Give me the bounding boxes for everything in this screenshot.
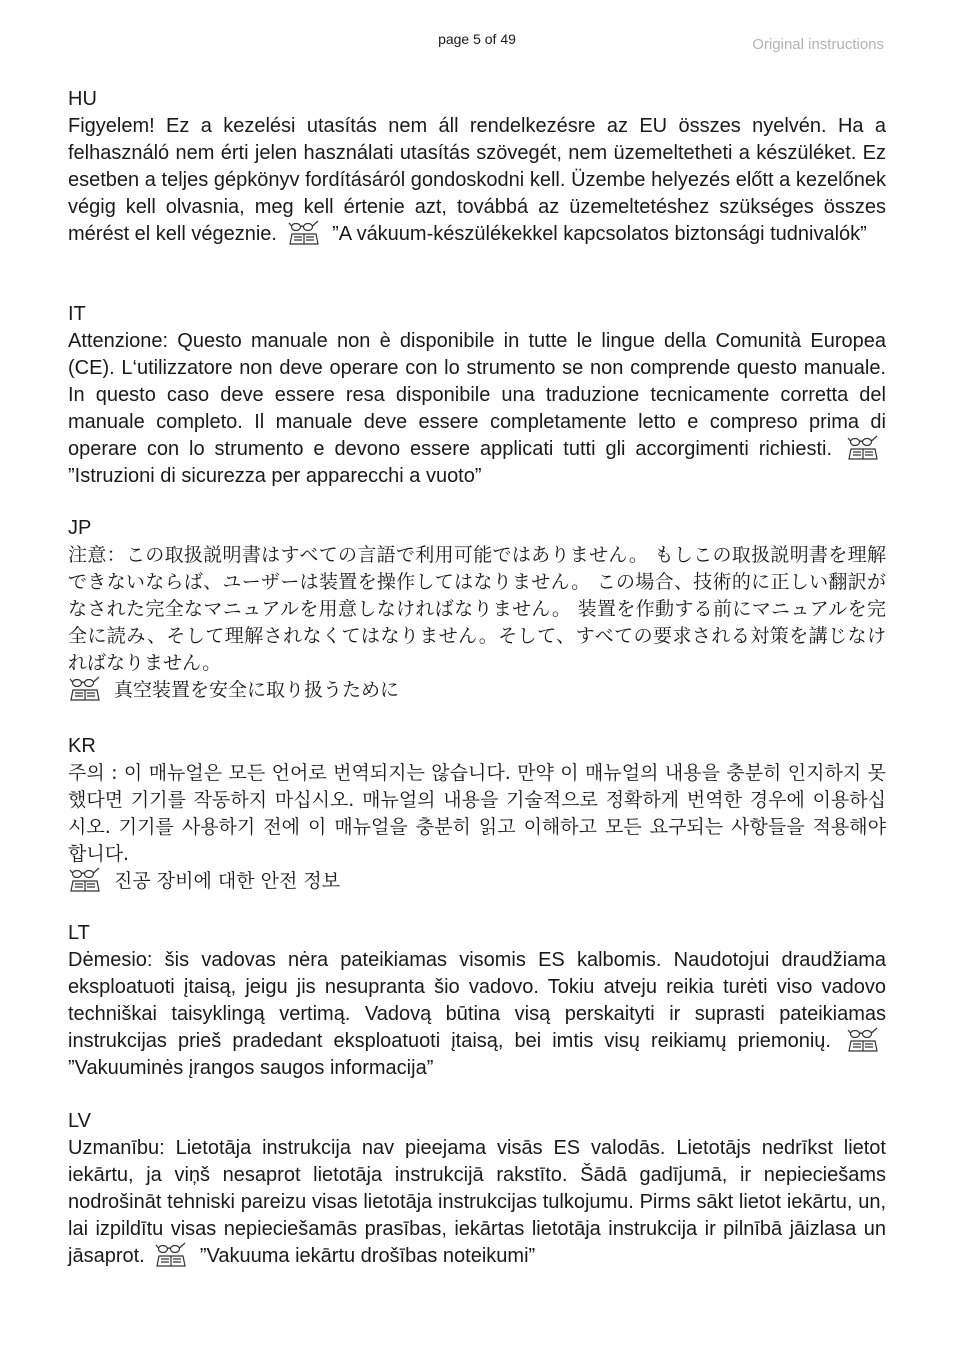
notice-paragraph (68, 760, 886, 895)
page-number: page 5 of 49 (438, 31, 516, 47)
reference-title: ”A vákuum-készülékekkel kapcsolatos biztonsági tudnivalók” (332, 223, 867, 245)
notice-text: Attenzione: Questo manuale non è disponibile in tutte le lingue della Comunità Europea (CE). L‘utilizzatore non deve operare con lo strumento se non comprende questo manuale. In questo caso deve essere resa disponibile una traduzione tecnicamente corretta del manuale completo. Il manuale deve essere completamente letto e compreso prima di operare con lo strumento e devono essere applicati tutti gli accorgimenti richiesti. (68, 330, 886, 460)
language-code: JP (68, 517, 92, 539)
reference-title: 真空装置を安全に取り扱うために (114, 679, 400, 701)
language-code: LV (68, 1110, 91, 1132)
section-jp (68, 515, 886, 704)
notice-text: Dėmesio: šis vadovas nėra pateikiamas visomis ES kalbomis. Naudotojui draudžiama eksploatuoti įtaisą, jeigu jis nesupranta šio vadovo. Tokiu atveju reikia turėti viso vadovo techniškai taisyklingą vertimą. Vadovą būtina visą perskaityti ir suprasti pateikiamas instrukcijas prieš pradedant eksploatuoti įtaisą, bei imtis visų reikiamų priemonių. (68, 949, 886, 1052)
reading-glasses-book-icon (68, 867, 102, 894)
section-lv (68, 1108, 886, 1270)
language-code: KR (68, 735, 96, 757)
reference-title: ”Istruzioni di sicurezza per apparecchi a vuoto” (68, 465, 482, 488)
notice-text: 주의 : 이 매뉴얼은 모든 언어로 번역되지는 않습니다. 만약 이 매뉴얼의 내용을 충분히 인지하지 못했다면 기기를 작동하지 마십시오. 매뉴얼의 내용을 기술적으로 정확하게 번역한 경우에 이용하십시오. 기기를 사용하기 전에 이 매뉴얼을 충분히 읽고 이해하고 모든 요구되는 사항들을 적용해야 합니다. (68, 762, 886, 865)
reference-title: ”Vakuuminės įrangos saugos informacija” (68, 1057, 434, 1080)
reference-title: ”Vakuuma iekārtu drošības noteikumi” (199, 1245, 536, 1267)
reading-glasses-book-icon (68, 676, 102, 703)
notice-text: Figyelem! Ez a kezelési utasítás nem áll rendelkezésre az EU összes nyelvén. Ha a felhasználó nem érti jelen használati utasítás szövegét, nem üzemeltetheti a készüléket. Ez esetben a teljes gépkönyv fordításáról gondoskodni kell. Üzembe helyezés előtt a kezelőnek végig kell olvasnia, meg kell értenie azt, továbbá az üzemeltetéshez szükséges összes mérést el kell végeznie. (68, 115, 886, 245)
section-hu (68, 86, 886, 248)
notice-paragraph (68, 947, 886, 1082)
section-kr (68, 733, 886, 895)
language-code: LT (68, 922, 90, 944)
section-it (68, 301, 886, 490)
notice-paragraph (68, 328, 886, 490)
notice-text: Uzmanību: Lietotāja instrukcija nav pieejama visās ES valodās. Lietotājs nedrīkst lietot iekārtu, ja viņš nesaprot lietotāja instrukcijā rakstīto. Šādā gadījumā, ir nepieciešams nodrošināt tehniski pareizu visas lietotāja instrukcijas tulkojumu. Pirms sākt lietot iekārtu, un, lai izpildītu visas nepieciešamās prasības, iekārtas lietotāja instrukcija ir pilnībā jāizlasa un jāsaprot. (68, 1137, 886, 1267)
original-instructions-note: Original instructions (752, 36, 884, 53)
section-lt (68, 920, 886, 1082)
reference-title: 진공 장비에 대한 안전 정보 (114, 870, 341, 892)
notice-text: 注意：この取扱説明書はすべての言語で利用可能ではありません。 もしこの取扱説明書を理解できないならば、ユーザーは装置を操作してはなりません。 この場合、技術的に正しい翻訳がなされた完全なマニュアルを用意しなければなりません。 装置を作動する前にマニュアルを完全に読み、そして理解されなくてはなりません。そして、すべての要求される対策を講じなければなりません。 (68, 544, 886, 674)
reading-glasses-book-icon (154, 1242, 188, 1269)
language-code: HU (68, 88, 97, 110)
language-code: IT (68, 303, 86, 325)
reading-glasses-book-icon (287, 220, 321, 247)
notice-paragraph (68, 542, 886, 704)
reading-glasses-book-icon (846, 435, 880, 462)
notice-paragraph (68, 113, 886, 248)
notice-paragraph (68, 1135, 886, 1270)
reading-glasses-book-icon (846, 1027, 880, 1054)
